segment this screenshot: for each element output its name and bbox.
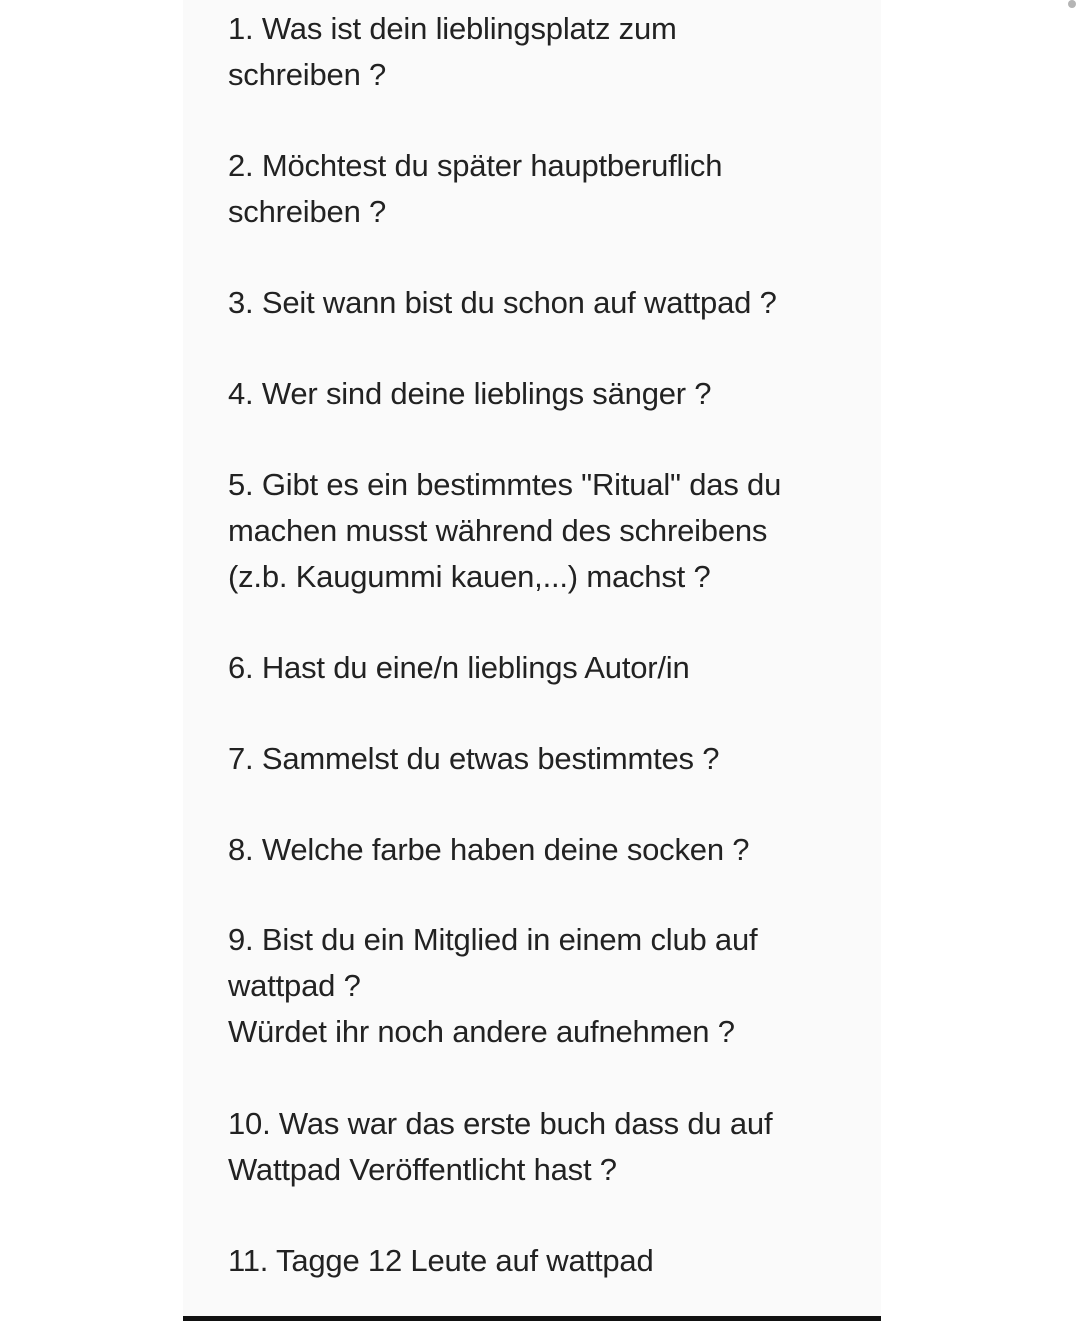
corner-dot-icon	[1068, 0, 1076, 8]
question-2: 2. Möchtest du später hauptberuflich schreiben ?	[228, 148, 723, 229]
question-6: 6. Hast du eine/n lieblings Autor/in	[228, 650, 690, 685]
question-9: 9. Bist du ein Mitglied in einem club auf wattpad ? Würdet ihr noch andere aufnehmen ?	[228, 922, 758, 1049]
question-3: 3. Seit wann bist du schon auf wattpad ?	[228, 285, 777, 320]
bottom-divider	[183, 1316, 881, 1321]
question-7: 7. Sammelst du etwas bestimmtes ?	[228, 741, 720, 776]
question-8: 8. Welche farbe haben deine socken ?	[228, 832, 750, 867]
question-11: 11. Tagge 12 Leute auf wattpad	[228, 1243, 654, 1278]
question-4: 4. Wer sind deine lieblings sänger ?	[228, 376, 712, 411]
question-10: 10. Was war das erste buch dass du auf Wattpad Veröffentlicht hast ?	[228, 1106, 773, 1187]
question-5: 5. Gibt es ein bestimmtes "Ritual" das du machen musst während des schreibens (z.b. Kaugummi kauen,...) machst ?	[228, 467, 782, 594]
question-1: 1. Was ist dein lieblingsplatz zum schreiben ?	[228, 11, 677, 92]
